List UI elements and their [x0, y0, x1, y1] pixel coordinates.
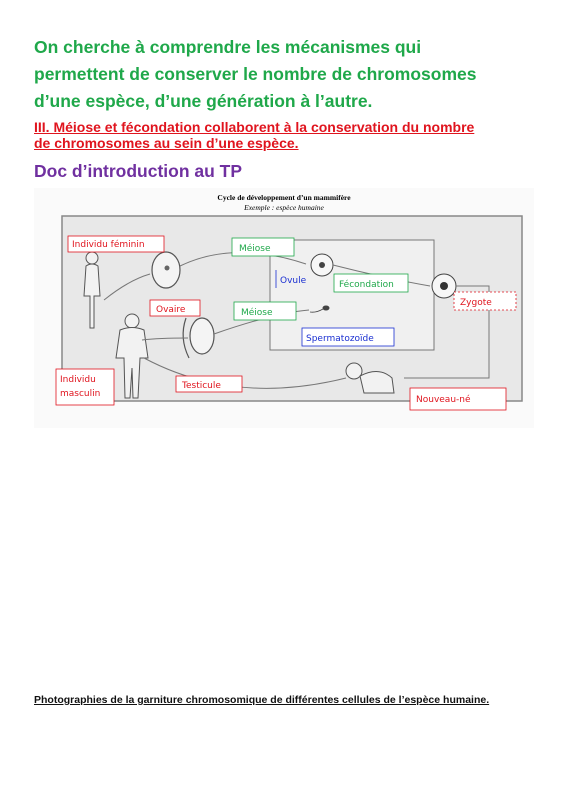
diagram-title: Cycle de développement d’un mammifère: [217, 193, 351, 202]
zygote-cell-icon: [432, 274, 456, 298]
photos-caption: Photographies de la garniture chromosomique de différentes cellules de l’espèce humaine.: [34, 694, 490, 706]
ovule-cell-icon: [311, 254, 333, 276]
svg-text:Spermatozoïde: Spermatozoïde: [306, 334, 374, 344]
label-individu-masculin: [56, 369, 114, 405]
label-spermatozoide: [302, 328, 394, 346]
label-nouveau-ne: [410, 388, 506, 410]
svg-text:Fécondation: Fécondation: [339, 280, 394, 290]
svg-text:Ovule: Ovule: [280, 276, 307, 286]
heading-line-1: On cherche à comprendre les mécanismes qui: [34, 37, 422, 57]
section-title: [34, 119, 534, 151]
label-fecondation: [334, 274, 408, 292]
svg-text:Zygote: Zygote: [460, 298, 492, 308]
doc-title: Doc d’introduction au TP: [34, 161, 243, 181]
heading-line-3: d’une espèce, d’une génération à l’autre.: [34, 91, 373, 111]
svg-text:Individu: Individu: [60, 375, 96, 385]
heading-line-2: permettent de conserver le nombre de chromosomes: [34, 64, 477, 84]
svg-text:Méiose: Méiose: [241, 308, 273, 318]
label-individu-feminin: [68, 236, 164, 252]
development-cycle-diagram: [34, 188, 534, 428]
label-meiose-2: [234, 302, 296, 320]
section-line-2: de chromosomes au sein d’une espèce.: [34, 135, 299, 151]
svg-text:Individu féminin: Individu féminin: [72, 240, 145, 250]
page-heading: [34, 34, 544, 115]
section-line-1: III. Méiose et fécondation collaborent à la conservation du nombre: [34, 119, 475, 135]
svg-text:Testicule: Testicule: [182, 381, 221, 391]
diagram-subtitle: Exemple : espèce humaine: [244, 203, 324, 212]
label-meiose-1: [232, 238, 294, 256]
label-zygote: [454, 292, 516, 310]
svg-text:Nouveau-né: Nouveau-né: [416, 395, 471, 405]
svg-text:masculin: masculin: [60, 389, 101, 399]
label-ovaire: [150, 300, 200, 316]
svg-text:Méiose: Méiose: [239, 244, 271, 254]
svg-text:Ovaire: Ovaire: [156, 305, 186, 315]
label-testicule: [176, 376, 242, 392]
